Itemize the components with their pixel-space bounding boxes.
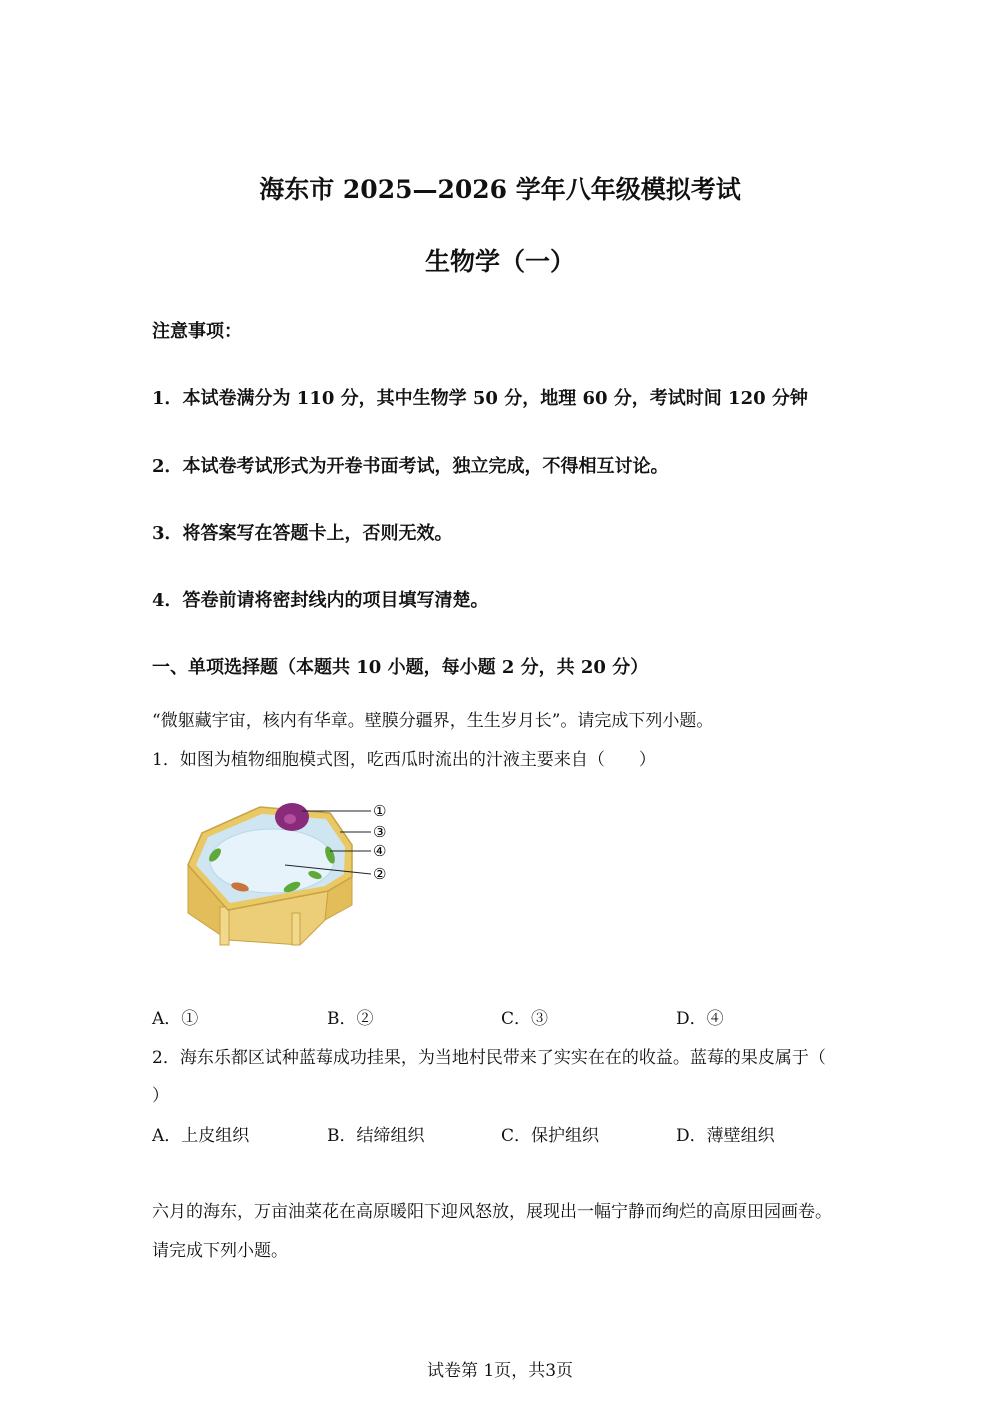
question-2-stem: 2．海东乐都区试种蓝莓成功挂果，为当地村民带来了实实在在的收益。蓝莓的果皮属于（	[152, 1048, 826, 1068]
q1-option-b: B．②	[327, 1009, 374, 1029]
q1-option-d: D．④	[676, 1009, 724, 1029]
q1-option-a: A．①	[152, 1009, 199, 1029]
question-2-stem-cont: ）	[152, 1086, 169, 1106]
diagram-label: ①	[373, 802, 387, 820]
wall-slit	[220, 907, 229, 945]
q2-option-b: B．结缔组织	[327, 1126, 425, 1146]
plant-cell-diagram	[180, 795, 400, 950]
page-subtitle: 生物学（一）	[424, 247, 575, 276]
notice-item: 2．本试卷考试形式为开卷书面考试，独立完成，不得相互讨论。	[152, 456, 669, 477]
notice-item: 1．本试卷满分为 110 分，其中生物学 50 分，地理 60 分，考试时间 120 分钟	[152, 388, 808, 409]
vacuole	[210, 829, 334, 893]
diagram-label: ④	[373, 842, 387, 860]
diagram-label: ③	[373, 823, 387, 841]
section-intro-2: 六月的海东，万亩油菜花在高原暖阳下迎风怒放，展现出一幅宁静而绚烂的高原田园画卷。	[152, 1202, 832, 1222]
section-heading: 一、单项选择题（本题共 10 小题，每小题 2 分，共 20 分）	[152, 657, 649, 678]
q1-option-c: C．③	[501, 1009, 549, 1029]
notice-heading: 注意事项：	[152, 321, 242, 342]
page-title: 海东市 2025—2026 学年八年级模拟考试	[259, 175, 741, 204]
wall-slit	[292, 913, 300, 945]
section-intro-2-cont: 请完成下列小题。	[152, 1241, 288, 1261]
q2-option-a: A．上皮组织	[152, 1126, 250, 1146]
question-1-stem: 1．如图为植物细胞模式图，吃西瓜时流出的汁液主要来自（ ）	[152, 750, 656, 770]
q2-option-d: D．薄壁组织	[676, 1126, 775, 1146]
diagram-label: ②	[373, 865, 387, 883]
nucleolus	[284, 814, 296, 824]
q2-option-c: C．保护组织	[501, 1126, 600, 1146]
notice-item: 4．答卷前请将密封线内的项目填写清楚。	[152, 590, 489, 611]
page-footer: 试卷第 1页，共3页	[426, 1361, 574, 1381]
notice-item: 3．将答案写在答题卡上，否则无效。	[152, 523, 453, 544]
section-intro: “微躯藏宇宙，核内有华章。壁膜分疆界，生生岁月长”。请完成下列小题。	[152, 711, 714, 731]
